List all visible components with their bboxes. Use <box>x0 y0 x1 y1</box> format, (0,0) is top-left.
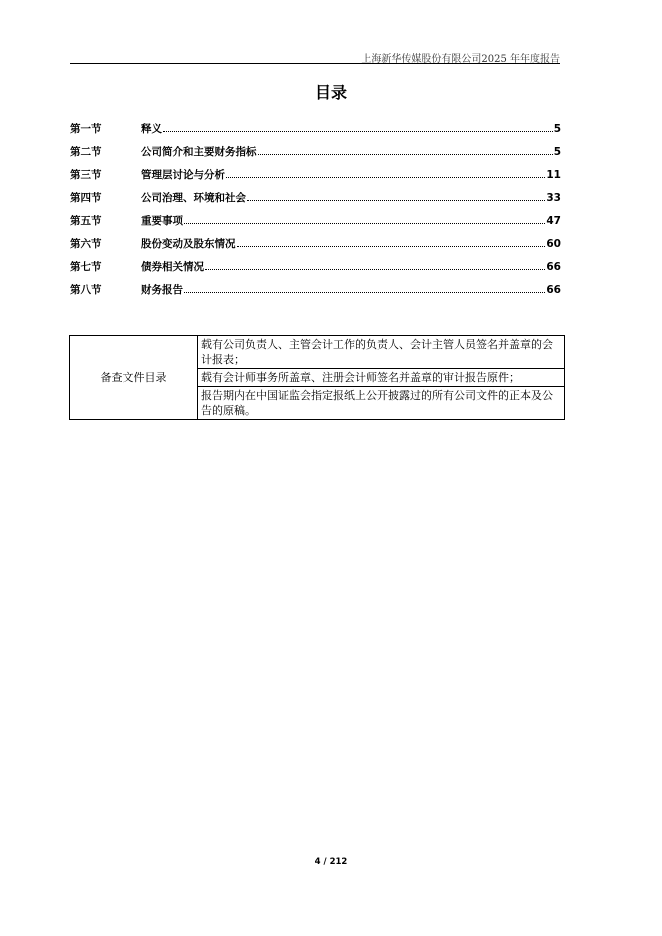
toc-section-title: 债券相关情况 <box>141 261 204 273</box>
toc-entry-7[interactable] <box>70 259 561 282</box>
toc-section-number: 第三节 <box>70 169 102 181</box>
reference-documents-table <box>69 335 565 420</box>
toc-page-number: 47 <box>546 215 561 227</box>
toc-section-number: 第四节 <box>70 192 102 204</box>
toc-section-number: 第八节 <box>70 284 102 296</box>
header-rule <box>70 63 560 64</box>
toc-entry-1[interactable] <box>70 121 561 144</box>
toc-page-number: 66 <box>546 261 561 273</box>
toc-entry-2[interactable] <box>70 144 561 167</box>
toc-entry-3[interactable] <box>70 167 561 190</box>
toc-entry-5[interactable] <box>70 213 561 236</box>
toc-page-number: 60 <box>546 238 561 250</box>
toc-leader <box>163 131 553 132</box>
toc-section-number: 第七节 <box>70 261 102 273</box>
toc-section-title: 公司治理、环境和社会 <box>141 192 246 204</box>
table-of-contents <box>70 121 561 305</box>
toc-page-number: 66 <box>546 284 561 296</box>
toc-section-number: 第一节 <box>70 123 102 135</box>
toc-section-title: 股份变动及股东情况 <box>141 238 236 250</box>
toc-leader <box>184 223 545 224</box>
toc-page-number: 33 <box>546 192 561 204</box>
table-row <box>70 336 565 369</box>
toc-leader <box>237 246 546 247</box>
toc-section-title: 重要事项 <box>141 215 183 227</box>
toc-leader <box>205 269 545 270</box>
reference-documents-label: 备查文件目录 <box>70 336 198 420</box>
toc-leader <box>258 154 553 155</box>
toc-entry-6[interactable] <box>70 236 561 259</box>
running-header: 上海新华传媒股份有限公司2025 年年度报告 <box>361 54 560 65</box>
toc-section-number: 第二节 <box>70 146 102 158</box>
toc-section-title: 释义 <box>141 123 162 135</box>
toc-page-number: 11 <box>546 169 561 181</box>
toc-leader <box>226 177 545 178</box>
toc-leader <box>184 292 545 293</box>
toc-entry-4[interactable] <box>70 190 561 213</box>
toc-section-title: 管理层讨论与分析 <box>141 169 225 181</box>
toc-section-number: 第六节 <box>70 238 102 250</box>
reference-document-item: 载有会计师事务所盖章、注册会计师签名并盖章的审计报告原件； <box>198 369 565 387</box>
reference-document-item: 载有公司负责人、主管会计工作的负责人、会计主管人员签名并盖章的会计报表； <box>198 336 565 369</box>
page-number: 4 / 212 <box>314 857 348 867</box>
toc-section-title: 公司简介和主要财务指标 <box>141 146 257 158</box>
toc-entry-8[interactable] <box>70 282 561 305</box>
reference-document-item: 报告期内在中国证监会指定报纸上公开披露过的所有公司文件的正本及公告的原稿。 <box>198 387 565 420</box>
toc-page-number: 5 <box>553 123 561 135</box>
toc-page-number: 5 <box>553 146 561 158</box>
toc-leader <box>247 200 545 201</box>
page-title: 目录 <box>314 83 347 102</box>
toc-section-title: 财务报告 <box>141 284 183 296</box>
toc-section-number: 第五节 <box>70 215 102 227</box>
